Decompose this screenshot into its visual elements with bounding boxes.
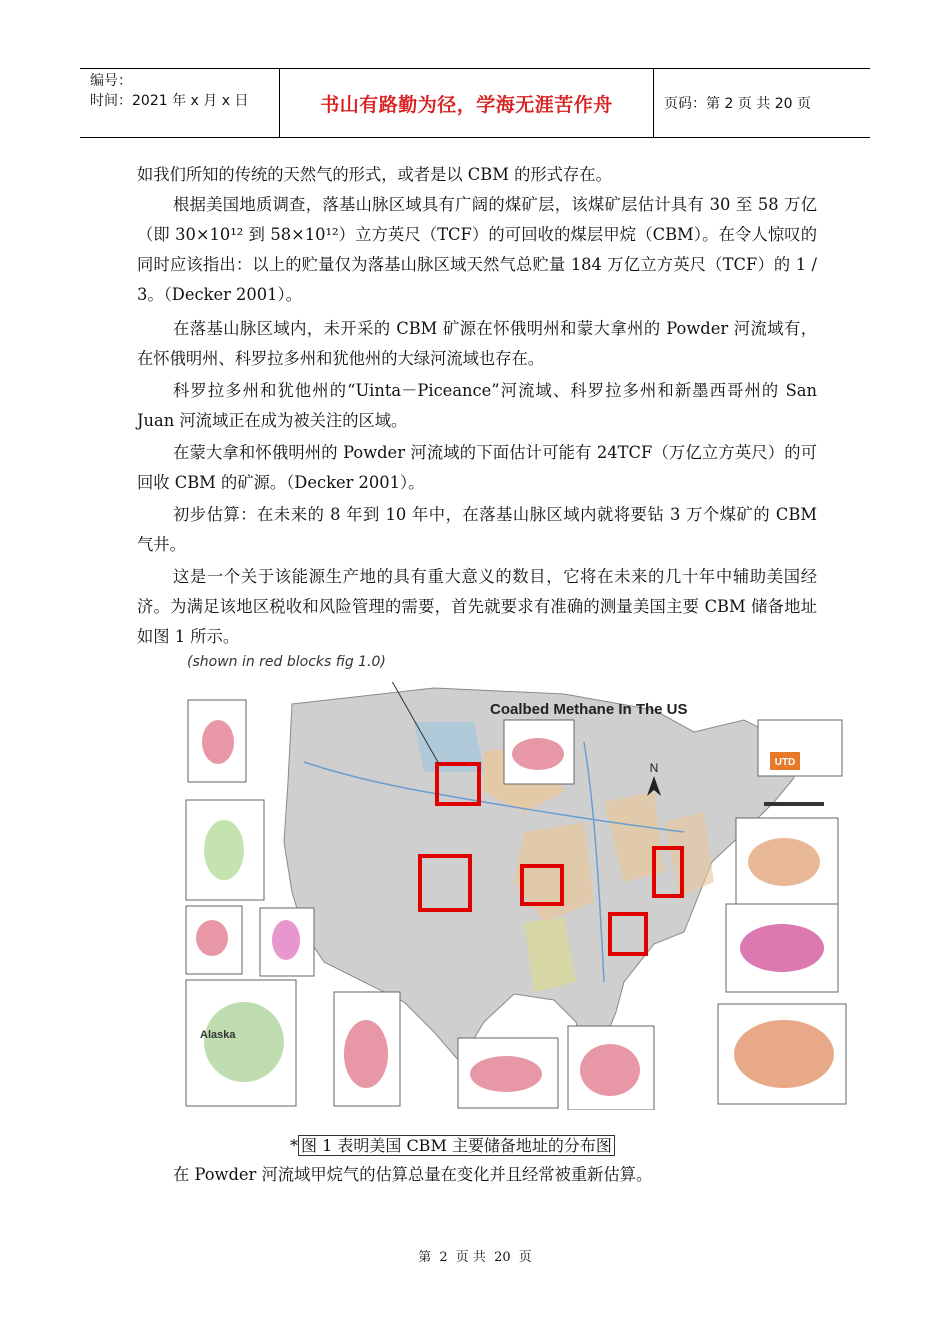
paragraph-7: 这是一个关于该能源生产地的具有重大意义的数目，它将在未来的几十年中辅助美国经济。为满足该地区税收和风险管理的需要，首先就要求有准确的测量美国主要 CBM 储备地址如图 1 所示。 [137,567,817,646]
footer-prefix: 第 [418,1250,432,1265]
paragraph-2: 根据美国地质调查，落基山脉区域具有广阔的煤矿层，该煤矿层估计具有 30 至 58 万亿（即 30×10¹² 到 58×10¹²）立方英尺（TCF）的可回收的煤层甲烷（CBM）。在令人惊叹的同时应该指出：以上的贮量仅为落基山脉区域天然气总贮量 184 万亿立方英尺（TCF）的 1 / 3。（Decker 2001）。 [137,195,817,304]
cbm-map-image [184,682,848,1110]
paragraph-1: 如我们所知的传统的天然气的形式，或者是以 CBM 的形式存在。 [137,165,612,184]
alaska-label: Alaska [200,1029,236,1041]
caption-text: 图 1 表明美国 CBM 主要储备地址的分布图 [298,1135,615,1156]
paragraph-4: 科罗拉多州和犹他州的“Uinta－Piceance”河流域、科罗拉多州和新墨西哥州的 San Juan 河流域正在成为被关注的区域。 [137,381,817,430]
logo-text: UTD [774,757,796,768]
paragraph-3: 在落基山脉区域内，未开采的 CBM 矿源在怀俄明州和蒙大拿州的 Powder 河流域有，在怀俄明州、科罗拉多州和犹他州的大绿河流域也存在。 [137,319,817,368]
footer-page-total: 20 [494,1250,511,1265]
page-footer [0,1246,950,1265]
closing-paragraph: 在 Powder 河流域甲烷气的估算总量在变化并且经常被重新估算。 [173,1165,653,1184]
cbm-map-figure [184,682,848,1110]
footer-suffix: 页 [518,1250,532,1265]
header-motto: 书山有路勤为径，学海无涯苦作舟 [280,69,654,137]
header-page-label: 页码：第 2 页 共 20 页 [664,96,811,112]
header-meta [80,69,280,137]
footer-mid: 页 共 [455,1250,486,1265]
north-label: N [649,761,659,775]
figure-caption [290,1134,615,1158]
paragraph-6: 初步估算：在未来的 8 年到 10 年中，在落基山脉区域内就将要钻 3 万个煤矿的 CBM 气井。 [137,505,817,554]
footer-page-number: 2 [439,1250,448,1265]
page-header [80,68,870,138]
date-label: 时间：2021 年 x 月 x 日 [90,93,249,109]
map-title: Coalbed Methane In The US [490,701,688,718]
caption-prefix: * [290,1136,298,1155]
paragraph-5: 在蒙大拿和怀俄明州的 Powder 河流域的下面估计可能有 24TCF（万亿立方英尺）的可回收 CBM 的矿源。（Decker 2001）。 [137,443,817,492]
number-label: 编号： [90,73,132,89]
figure-note: (shown in red blocks fig 1.0) [187,654,386,670]
